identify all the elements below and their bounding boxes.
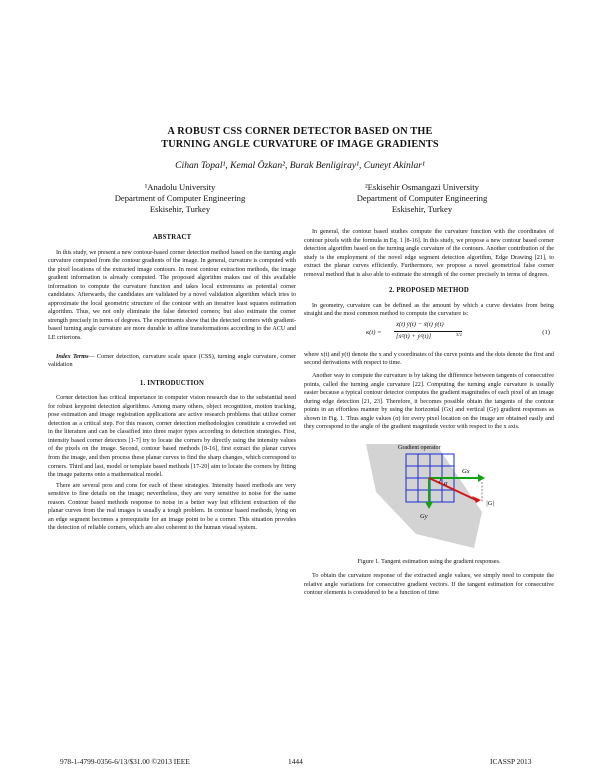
right-paragraph-1: In general, the contour based studies compute the curvature function with the coordinates of contour pixels with the formula in Eq. 1 [8-16]. In this study, we propose a new contour based corner detection algorithm based on the turning angle curvature of the contours. Another contribution of the study is the employment of the novel edge segment detection algorithm, Edge Drawing [21], to extract the planar curves efficiently. Furthermore, we propose a novel geometrical false corner removal method that is also able to estimate the strength of the corner precisely in terms of degrees. [304, 229, 554, 278]
method-paragraph-3: Another way to compute the curvature is by taking the difference between tangents of consecutive points, called the turning angle curvature [22]. Computing the turning angle curvature is usually easier because a typical contour detector computes the gradient magnitudes of each pixel of an image during edge detection [21, 23]. Therefore, it becomes possible obtain the tangents of the contour points in an effortless manner by using the horizontal (Gx) and vertical (Gy) gradient responses as shown in Fig. 1. Thus angle values (α) for every pixel location on the image are obtained easily and they correspond to the angle of the gradient magnitude vector with respect to the x axis. [304, 373, 554, 431]
footer-conference: ICASSP 2013 [490, 757, 532, 766]
figure-1-caption: Figure 1. Tangent estimation using the gradient responses. [357, 558, 501, 565]
affiliation-2-city: Eskisehir, Turkey [391, 204, 453, 214]
title-line-1: A ROBUST CSS CORNER DETECTOR BASED ON THE [167, 126, 433, 137]
tangent-estimation-figure [304, 436, 554, 556]
abstract-heading: ABSTRACT [152, 234, 192, 241]
abstract-text: In this study, we present a new contour-based corner detection method based on the turning angle curvature computed from the contour gradients of the image. In general, curvature is computed with the pixel locations of the extracted image contours. In most contour extraction methods, the image gradient information is already computed. The proposed algorithm makes use of this available information to compute the curvature function and takes local extremums as potential corner candidates. Afterwards, the candidates are validated by a novel validation algorithm which tries to approximate the local geometric structure of the contour with an iterative least squares estimation algorithm. Thus, we not only eliminate the false detected corners; but also estimate the corner strength precisely in terms of degrees. The experiments show that the detected corners with gradient-based turning angle curvature are more durable to affine transformations according to the ACU and LE criterions. [48, 249, 296, 342]
affiliation-1-name: ¹Anadolu University [144, 182, 216, 192]
gradient-magnitude-label: |G| [486, 499, 495, 507]
method-heading: 2. PROPOSED METHOD [388, 287, 470, 295]
affiliation-2 [312, 182, 532, 215]
contour-region [366, 444, 482, 548]
intro-heading: 1. INTRODUCTION [139, 379, 205, 387]
gx-label: Gx [462, 467, 470, 475]
footer-page-number: 1444 [288, 757, 303, 766]
affiliation-2-name: ²Eskisehir Osmangazi University [365, 182, 479, 192]
affiliation-1-dept: Department of Computer Engineering [114, 193, 246, 203]
affiliation-1 [70, 182, 290, 215]
equation-denominator: [ẋ²(t) + ẏ²(t)] [396, 332, 432, 340]
fraction-bar [394, 331, 462, 332]
title-line-2: TURNING ANGLE CURVATURE OF IMAGE GRADIENTS [161, 139, 439, 150]
paper-title [60, 125, 540, 151]
curvature-equation [304, 321, 554, 347]
equation-exponent: 3/2 [456, 331, 462, 337]
right-column [304, 228, 554, 600]
affiliation-2-dept: Department of Computer Engineering [356, 193, 488, 203]
method-paragraph-1: In geometry, curvature can be defined as the amount by which a curve deviates from being straight and the most common method to compute the curvature is: [304, 302, 554, 318]
gx-arrowhead [478, 474, 485, 482]
equation-lhs: κ(t) = [366, 328, 382, 336]
index-terms-label: Index Terms [56, 353, 89, 360]
method-paragraph-4: To obtain the curvature response of the extracted angle values, we simply need to compute the relative angle variations for consecutive gradient vectors. If the tangent estimation for consecutive contour elements is considered to be a function of time [304, 573, 554, 597]
footer-copyright: 978-1-4799-0356-6/13/$31.00 ©2013 IEEE [60, 757, 190, 766]
left-column [48, 228, 296, 535]
index-terms [48, 353, 296, 370]
intro-paragraph-1: Corner detection has critical importance in computer vision research due to the substantial need for robust keypoint detection algorithms. Among many others, object recognition, motion tracking, pose estimation and image registration applications are active research problems that utilize corner detection as a critical step. For this reason, corner detection methodologies constitute a crowded set in the literature and can be classified into three major types according to detection strategies. First, intensity based corner detectors [1-7] try to locate the corners by directly using the intensity values of the pixels on the image. Second, contour based methods [8-16], first extract the planar curves from the image, and then process these planar curves to find the sharp changes, which correspond to corners. Third and last, model or template based methods [17-20] aim to locate the corners by fitting the image patterns onto a mathematical model. [48, 395, 296, 479]
figure-1 [304, 436, 554, 556]
gradient-operator-label: Gradient operator [398, 444, 441, 451]
equation-numerator: ẋ(t) ÿ(t) − ẍ(t) ẏ(t) [396, 320, 444, 328]
alpha-label: α [444, 479, 448, 487]
gy-label: Gy [420, 512, 428, 520]
index-terms-text: — Corner detection, curvature scale space (CSS), turning angle curvature, corner validation [48, 353, 296, 369]
equation-number: (1) [542, 328, 550, 336]
method-paragraph-2: where x(t) and y(t) denote the x and y coordinates of the curve points and the dots denote the first and second derivations with respect to time. [304, 351, 554, 367]
author-list: Cihan Topal¹, Kemal Özkan², Burak Benligiray¹, Cuneyt Akinlar¹ [175, 160, 425, 171]
affiliation-1-city: Eskisehir, Turkey [149, 204, 211, 214]
intro-paragraph-2: There are several pros and cons for each of these strategies. Intensity based methods are very sensitive to fine details on the image; nevertheless, they are very sensitive to noise for the same reason. Contour based methods response to noise in a better way but efficient extraction of the planar curves from the real images is usually a tough problem. In contour based methods, lying on an edge segment becomes a prerequisite for an image point to be a corner. This situation provides the detection of reliable corners, which are also coherent to the human visual system. [48, 482, 296, 532]
